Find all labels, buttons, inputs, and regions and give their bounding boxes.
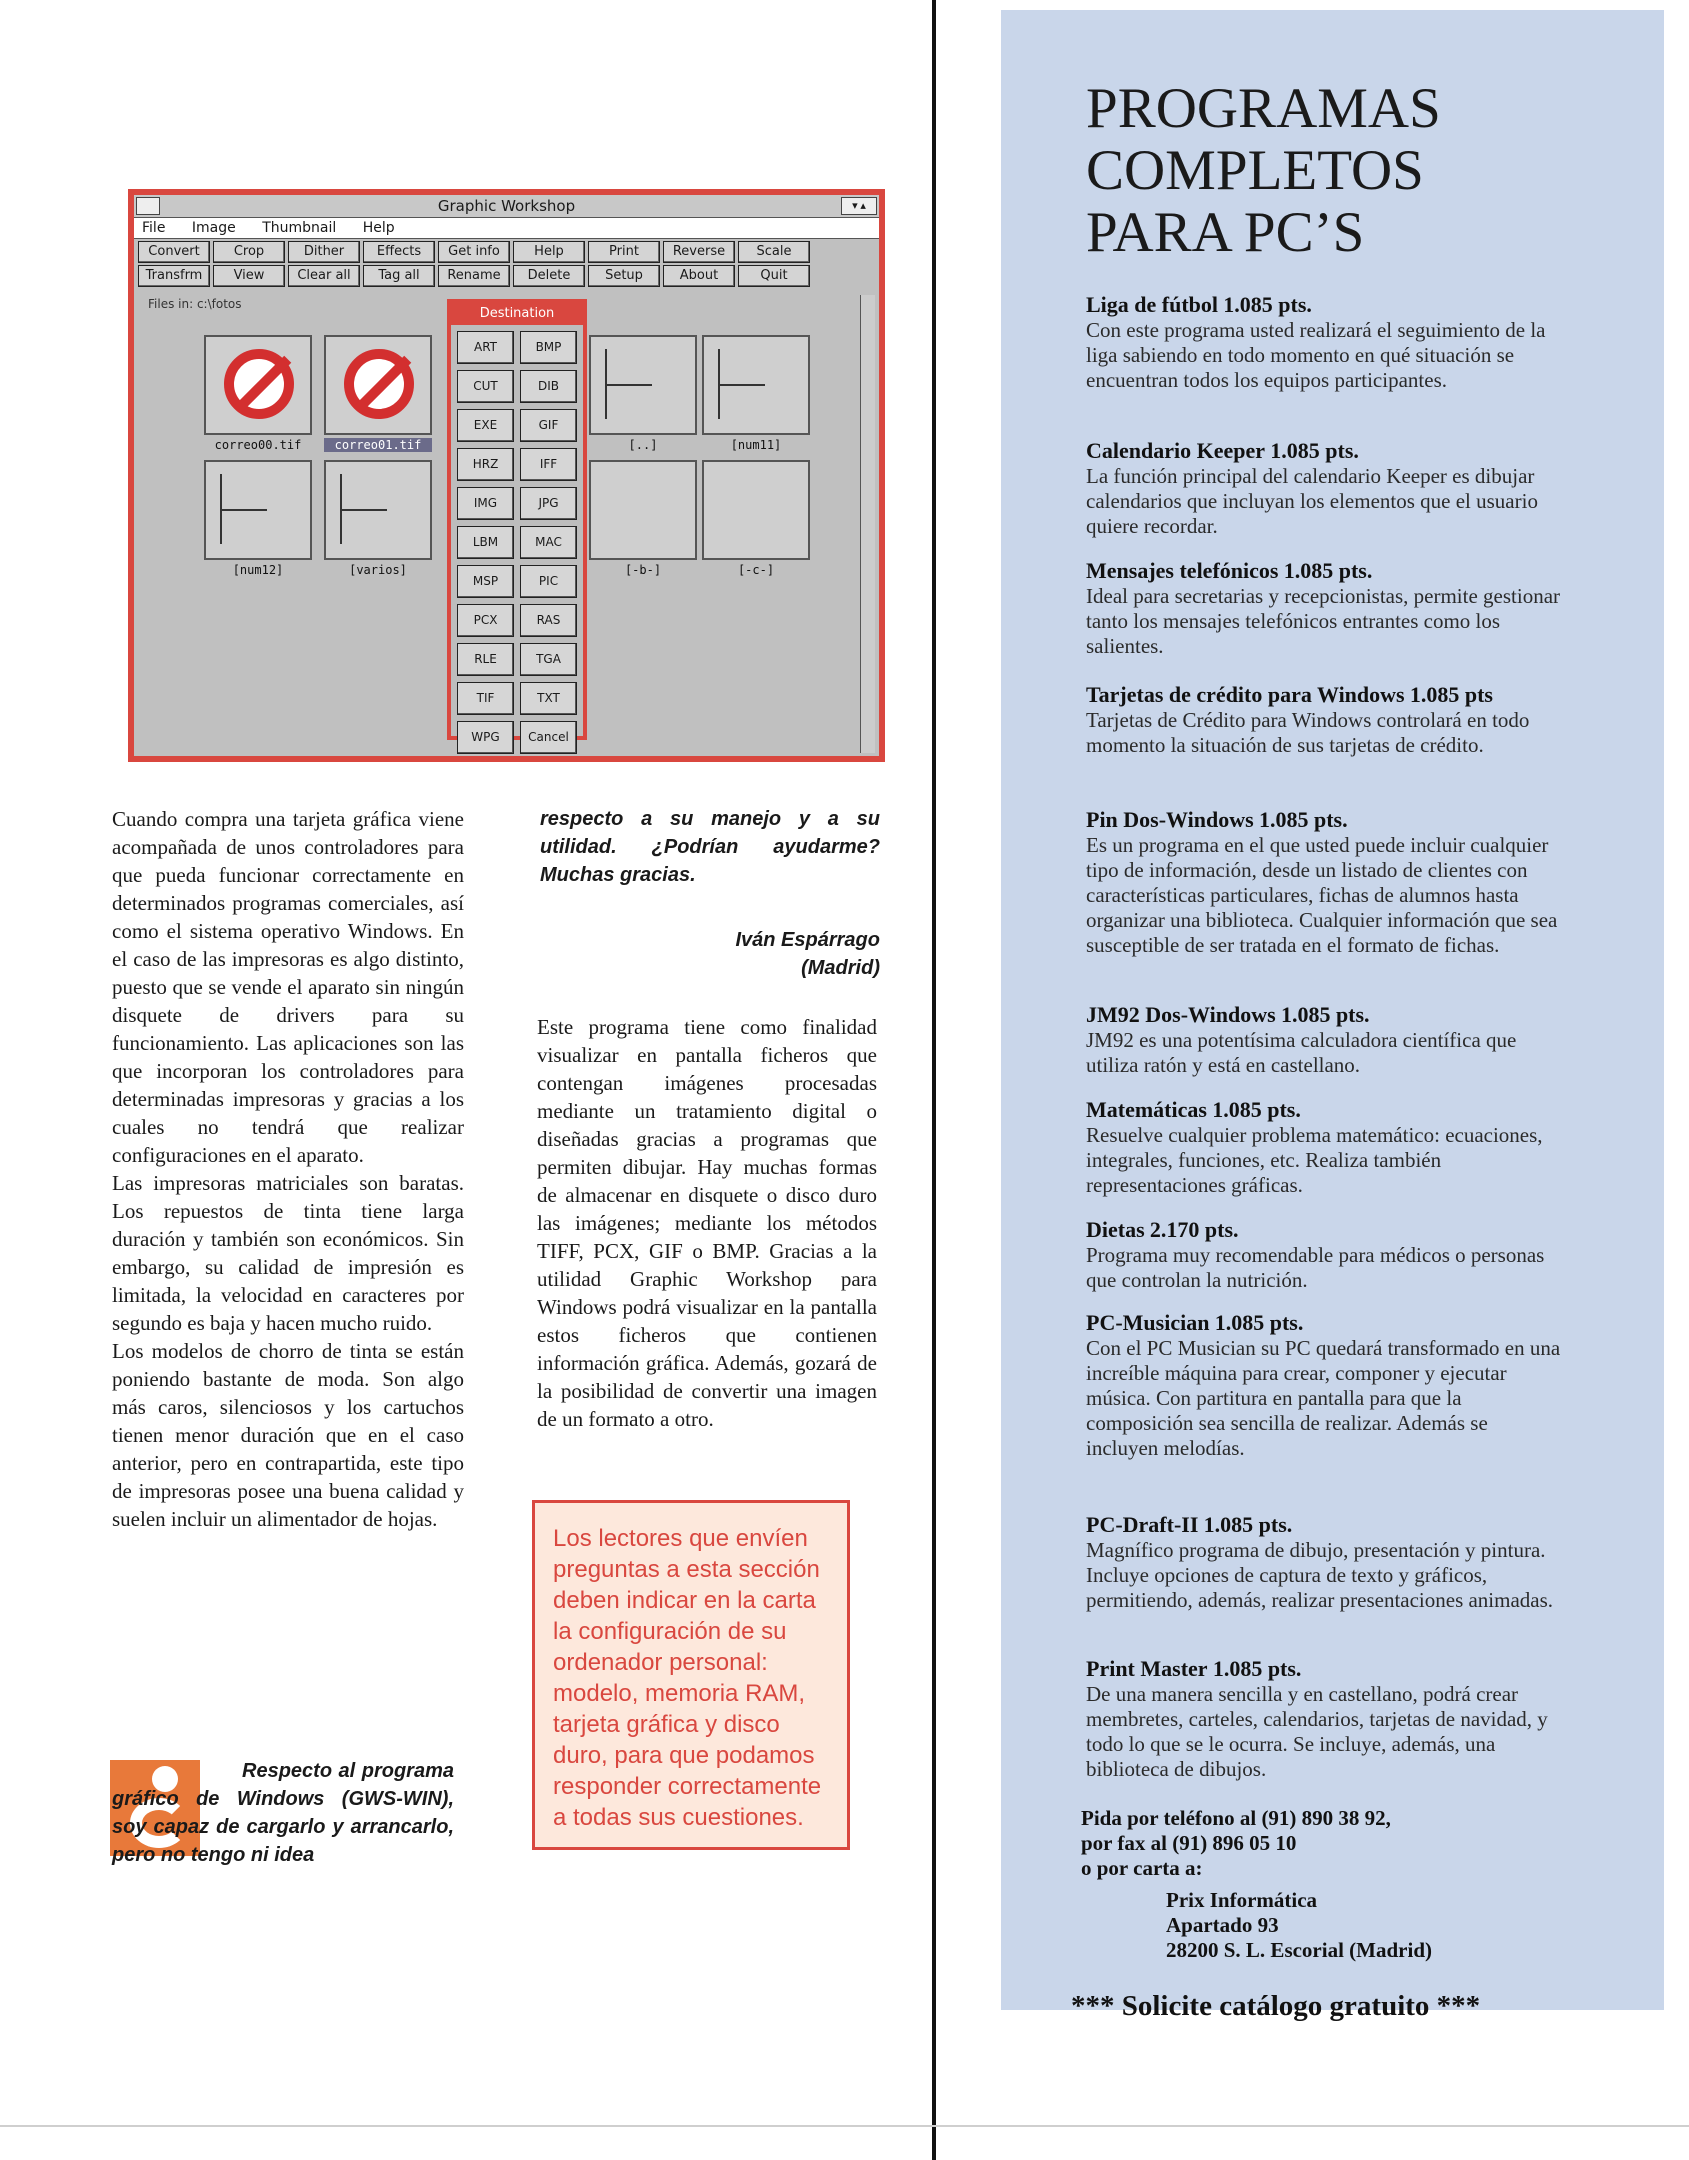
product-name: Liga de fútbol xyxy=(1086,292,1219,317)
thumb-label: correo01.tif xyxy=(324,438,432,452)
product-name: Print Master xyxy=(1086,1656,1208,1681)
files-path: Files in: c:\fotos xyxy=(148,297,242,311)
product-name: PC-Draft-II xyxy=(1086,1512,1199,1537)
format-img[interactable]: IMG xyxy=(457,487,514,520)
order-line: Pida por teléfono al (91) 890 38 92, xyxy=(1081,1806,1391,1830)
product-price: 1.085 pts xyxy=(1409,682,1493,707)
thumbnail-varios[interactable] xyxy=(324,460,432,560)
product-price: 1.085 pts. xyxy=(1203,1512,1293,1537)
menu-file[interactable]: File xyxy=(142,220,166,236)
product-pc-draft xyxy=(1086,1512,1561,1613)
paragraph: Las impresoras matriciales son baratas. Los repuestos de tinta tiene larga duración y también son económicos. Sin embargo, su calidad de impresión es limitada, la velocidad en caracteres por segundo es baja y hacen mucho ruido. xyxy=(112,1171,464,1335)
question-continuation: respecto a su manejo y a su utilidad. ¿Podrían ayudarme? Muchas gracias. xyxy=(540,808,880,886)
address-line: Prix Informática xyxy=(1166,1888,1318,1912)
product-name: Calendario Keeper xyxy=(1086,438,1266,463)
delete-button[interactable]: Delete xyxy=(513,265,585,287)
product-pc-musician xyxy=(1086,1310,1561,1461)
product-calendario-keeper xyxy=(1086,438,1561,539)
transform-button[interactable]: Transfrm xyxy=(138,265,210,287)
product-price: 1.085 pts. xyxy=(1212,1097,1301,1122)
product-desc: Resuelve cualquier problema matemático: ecuaciones, integrales, funciones, etc. Realiza también representaciones gráficas. xyxy=(1086,1123,1543,1197)
readers-note-box: Los lectores que envíen preguntas a esta sección deben indicar en la carta la configuración de su ordenador personal: modelo, memoria RAM, tarjeta gráfica y disco duro, para que podamos responder correctamente a todas sus cuestiones. xyxy=(532,1500,850,1850)
product-price: 1.085 pts. xyxy=(1280,1002,1370,1027)
product-price: 1.085 pts. xyxy=(1270,438,1359,463)
get-info-button[interactable]: Get info xyxy=(438,241,510,263)
thumbnail-correo00[interactable] xyxy=(204,335,312,435)
product-name: Mensajes telefónicos xyxy=(1086,558,1279,583)
product-desc: Con este programa usted realizará el seguimiento de la liga sabiendo en todo momento en qué situación se encuentran todos los equipos participantes. xyxy=(1086,318,1546,392)
thumb-label: [varios] xyxy=(349,563,407,577)
format-dib[interactable]: DIB xyxy=(520,370,577,403)
destination-dialog xyxy=(447,299,587,744)
answer-text: Este programa tiene como finalidad visualizar en pantalla ficheros que contengan imágenes procesadas mediante un tratamiento digital o diseñadas gracias a programas que permiten dibujar. Hay muchas formas de almacenar en disquete o disco duro las imágenes; mediante los métodos TIFF, PCX, GIF o BMP. Gracias a la utilidad Graphic Workshop para Windows podrá visualizar en la pantalla estos ficheros que contienen información gráfica. Además, gozará de la posibilidad de convertir una imagen de un formato a otro. xyxy=(537,1015,877,1431)
product-dietas xyxy=(1086,1217,1561,1293)
format-art[interactable]: ART xyxy=(457,331,514,364)
product-desc: Es un programa en el que usted puede incluir cualquier tipo de información, desde un listado de clientes con características particulares, fichas de alumnos hasta organizar una biblioteca. Cualquier información que sea susceptible de ser tratada en el formato de fichas. xyxy=(1086,833,1558,957)
author-city: (Madrid) xyxy=(801,957,880,979)
tag-all-button[interactable]: Tag all xyxy=(363,265,435,287)
folder-tree-icon xyxy=(718,349,790,419)
product-name: Dietas xyxy=(1086,1217,1145,1242)
quit-button[interactable]: Quit xyxy=(738,265,810,287)
toolbar-row-2 xyxy=(138,265,813,287)
product-price: 1.085 pts. xyxy=(1223,292,1312,317)
product-liga-futbol xyxy=(1086,292,1561,393)
format-gif[interactable]: GIF xyxy=(520,409,577,442)
format-hrz[interactable]: HRZ xyxy=(457,448,514,481)
help-button[interactable]: Help xyxy=(513,241,585,263)
forbidden-icon xyxy=(344,349,414,419)
setup-button[interactable]: Setup xyxy=(588,265,660,287)
format-txt[interactable]: TXT xyxy=(520,682,577,715)
format-jpg[interactable]: JPG xyxy=(520,487,577,520)
address-line: 28200 S. L. Escorial (Madrid) xyxy=(1166,1938,1432,1962)
paragraph: Los modelos de chorro de tinta se están poniendo bastante de moda. Son algo más caros, silenciosos y los cartuchos tienen menor duración que en el caso anterior, pero en contrapartida, este tipo de impresoras posee una buena calidad y suelen incluir un alimentador de hojas. xyxy=(112,1339,464,1531)
window-title: Graphic Workshop xyxy=(134,195,879,218)
format-bmp[interactable]: BMP xyxy=(520,331,577,364)
thumb-label: [num11] xyxy=(730,438,782,452)
thumbnail-num11[interactable] xyxy=(702,335,810,435)
page-bottom-rule xyxy=(0,2125,1689,2127)
product-print-master xyxy=(1086,1656,1561,1782)
product-name: Matemáticas xyxy=(1086,1097,1207,1122)
ad-title xyxy=(1086,78,1441,264)
mailing-address xyxy=(1166,1888,1432,1963)
graphic-workshop-screenshot xyxy=(128,189,885,762)
format-lbm[interactable]: LBM xyxy=(457,526,514,559)
reverse-button[interactable]: Reverse xyxy=(663,241,735,263)
product-desc: JM92 es una potentísima calculadora científica que utiliza ratón y está en castellano. xyxy=(1086,1028,1517,1077)
vertical-scrollbar[interactable] xyxy=(860,295,875,753)
format-tif[interactable]: TIF xyxy=(457,682,514,715)
dither-button[interactable]: Dither xyxy=(288,241,360,263)
toolbar-row-1 xyxy=(138,241,813,263)
clear-all-button[interactable]: Clear all xyxy=(288,265,360,287)
product-desc: Programa muy recomendable para médicos o personas que controlan la nutrición. xyxy=(1086,1243,1545,1292)
product-desc: La función principal del calendario Keeper es dibujar calendarios que incluyan los elementos que el usuario quiere recordar. xyxy=(1086,464,1538,538)
column-1 xyxy=(112,805,464,1533)
product-name: Tarjetas de crédito para Windows xyxy=(1086,682,1405,707)
format-exe[interactable]: EXE xyxy=(457,409,514,442)
advertisement-panel xyxy=(1001,10,1664,2022)
format-wpg[interactable]: WPG xyxy=(457,721,514,754)
product-desc: Magnífico programa de dibujo, presentación y pintura. Incluye opciones de captura de texto y gráficos, permitiendo, además, realizar presentaciones animadas. xyxy=(1086,1538,1554,1612)
thumb-label: [num12] xyxy=(232,563,284,577)
order-line: por fax al (91) 896 05 10 xyxy=(1081,1831,1297,1855)
thumb-label: correo00.tif xyxy=(214,438,302,452)
product-name: JM92 Dos-Windows xyxy=(1086,1002,1276,1027)
thumb-label: [..] xyxy=(628,438,658,452)
format-tga[interactable]: TGA xyxy=(520,643,577,676)
product-jm92 xyxy=(1086,1002,1561,1078)
menu-image[interactable]: Image xyxy=(191,220,236,236)
product-name: Pin Dos-Windows xyxy=(1086,807,1254,832)
menu-thumbnail[interactable]: Thumbnail xyxy=(262,220,337,236)
forbidden-icon xyxy=(224,349,294,419)
product-name: PC-Musician xyxy=(1086,1310,1210,1335)
system-menu-icon[interactable] xyxy=(136,197,160,215)
format-iff[interactable]: IFF xyxy=(520,448,577,481)
crop-button[interactable]: Crop xyxy=(213,241,285,263)
product-desc: De una manera sencilla y en castellano, podrá crear membretes, carteles, calendarios, tarjetas de navidad, y todo lo que se le ocurra. Se incluye, además, una biblioteca de dibujos. xyxy=(1086,1682,1548,1781)
format-mac[interactable]: MAC xyxy=(520,526,577,559)
thumbnail-c[interactable] xyxy=(702,460,810,560)
folder-tree-icon xyxy=(340,474,412,544)
cancel-button[interactable]: Cancel xyxy=(520,721,577,754)
product-tarjetas-credito xyxy=(1086,682,1561,758)
folder-tree-icon xyxy=(605,349,677,419)
rename-button[interactable]: Rename xyxy=(438,265,510,287)
ad-title-line: PROGRAMAS xyxy=(1086,77,1441,140)
convert-button[interactable]: Convert xyxy=(138,241,210,263)
paragraph: Cuando compra una tarjeta gráfica viene acompañada de unos controladores para que pueda funcionar correctamente en determinados programas comerciales, así como el sistema operativo Windows. En el caso de las impresoras es algo distinto, puesto que se vende el aparato sin ningún disquete de drivers para su funcionamiento. Las aplicaciones son las que incorporan los controladores para determinadas impresoras y gracias a los cuales no tendrá que realizar configuraciones en el aparato. xyxy=(112,807,464,1167)
format-pcx[interactable]: PCX xyxy=(457,604,514,637)
column-divider xyxy=(932,0,936,2160)
product-price: 1.085 pts. xyxy=(1214,1310,1304,1335)
catalog-offer: *** Solicite catálogo gratuito *** xyxy=(1071,1990,1481,2022)
product-desc: Con el PC Musician su PC quedará transformado en una increíble máquina para crear, componer y ejecutar música. Con partitura en pantalla para que la composición sea sencilla de realizar. Además se incluyen melodías. xyxy=(1086,1336,1561,1460)
product-desc: Tarjetas de Crédito para Windows controlará en todo momento la situación de sus tarjetas de crédito. xyxy=(1086,708,1530,757)
product-price: 1.085 pts. xyxy=(1258,807,1348,832)
order-info xyxy=(1081,1806,1391,1881)
product-pin-dos-windows xyxy=(1086,807,1561,958)
folder-tree-icon xyxy=(220,474,292,544)
format-rle[interactable]: RLE xyxy=(457,643,514,676)
destination-title: Destination xyxy=(451,303,583,325)
question-text: Respecto al programa gráfico de Windows (GWS-WIN), soy capaz de cargarlo y arrancarlo, pero no tengo ni idea xyxy=(112,1760,454,1866)
menu-help[interactable]: Help xyxy=(362,220,395,236)
product-matematicas xyxy=(1086,1097,1561,1198)
product-price: 1.085 pts. xyxy=(1283,558,1373,583)
menu-bar xyxy=(134,218,879,239)
format-msp[interactable]: MSP xyxy=(457,565,514,598)
thumb-label: [-b-] xyxy=(624,563,662,577)
author-name: Iván Espárrago xyxy=(735,929,880,951)
about-button[interactable]: About xyxy=(663,265,735,287)
thumbnail-correo01[interactable] xyxy=(324,335,432,435)
product-desc: Ideal para secretarias y recepcionistas, permite gestionar tanto los mensajes telefónicos entrantes como los salientes. xyxy=(1086,584,1561,658)
thumbnail-parent-dir[interactable] xyxy=(589,335,697,435)
order-line: o por carta a: xyxy=(1081,1856,1203,1880)
product-mensajes-telefonicos xyxy=(1086,558,1561,659)
thumbnail-num12[interactable] xyxy=(204,460,312,560)
minmax-icon[interactable]: ▾ ▴ xyxy=(841,197,877,215)
scale-button[interactable]: Scale xyxy=(738,241,810,263)
format-cut[interactable]: CUT xyxy=(457,370,514,403)
format-pic[interactable]: PIC xyxy=(520,565,577,598)
format-ras[interactable]: RAS xyxy=(520,604,577,637)
product-price: 2.170 pts. xyxy=(1149,1217,1239,1242)
ad-title-line: PARA PC’S xyxy=(1086,201,1365,264)
address-line: Apartado 93 xyxy=(1166,1913,1279,1937)
view-button[interactable]: View xyxy=(213,265,285,287)
thumbnail-b[interactable] xyxy=(589,460,697,560)
print-button[interactable]: Print xyxy=(588,241,660,263)
thumb-label: [-c-] xyxy=(737,563,775,577)
product-price: 1.085 pts. xyxy=(1212,1656,1302,1681)
effects-button[interactable]: Effects xyxy=(363,241,435,263)
ad-title-line: COMPLETOS xyxy=(1086,139,1424,202)
